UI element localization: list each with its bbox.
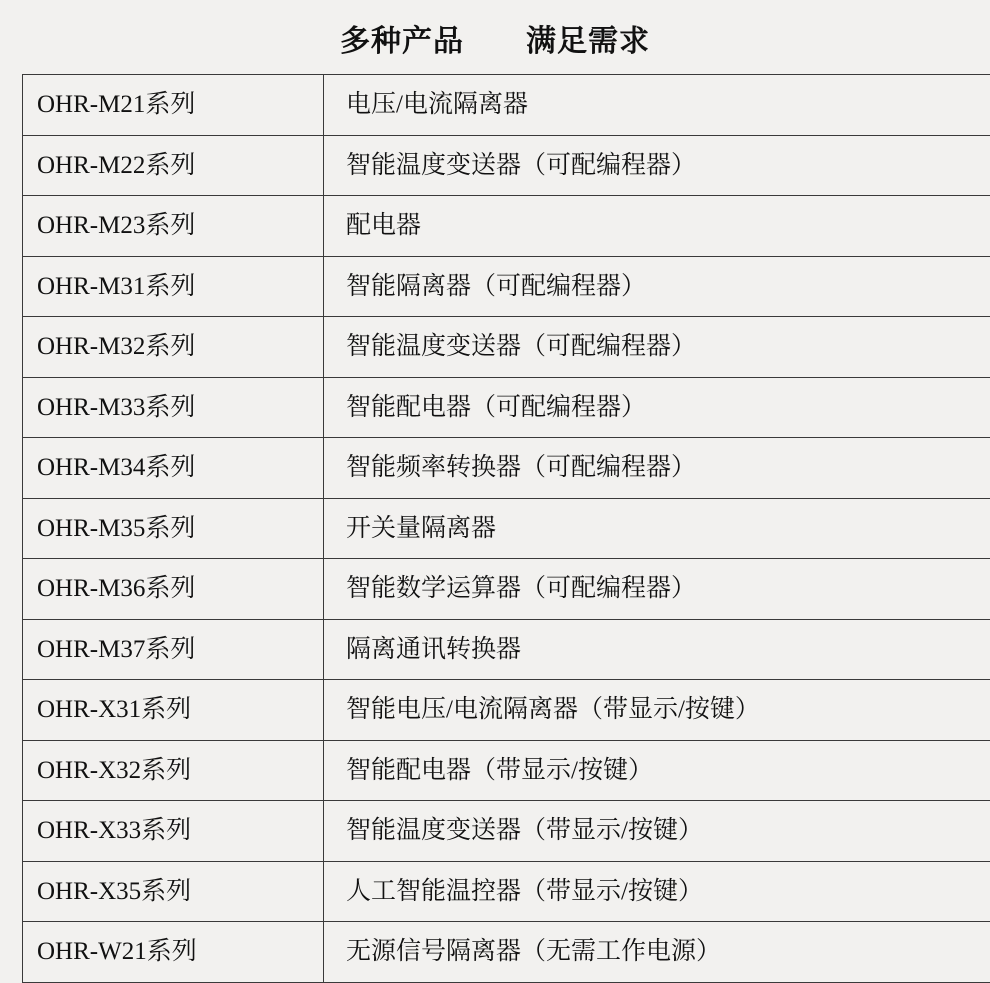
cell-description: 电压/电流隔离器 [324, 75, 990, 136]
cell-model: OHR-M34系列 [23, 438, 324, 499]
table-row [23, 196, 990, 257]
cell-model: OHR-X32系列 [23, 740, 324, 801]
cell-model: OHR-M37系列 [23, 619, 324, 680]
table-row [23, 377, 990, 438]
cell-description: 智能电压/电流隔离器（带显示/按键） [324, 680, 990, 741]
product-table-wrapper [22, 74, 968, 983]
cell-model: OHR-X35系列 [23, 861, 324, 922]
cell-description: 智能配电器（带显示/按键） [324, 740, 990, 801]
table-row [23, 740, 990, 801]
cell-description: 隔离通讯转换器 [324, 619, 990, 680]
cell-description: 智能隔离器（可配编程器） [324, 256, 990, 317]
cell-description: 配电器 [324, 196, 990, 257]
cell-description: 开关量隔离器 [324, 498, 990, 559]
cell-description: 无源信号隔离器（无需工作电源） [324, 922, 990, 983]
table-row [23, 619, 990, 680]
cell-model: OHR-M23系列 [23, 196, 324, 257]
table-row [23, 317, 990, 378]
cell-model: OHR-W21系列 [23, 922, 324, 983]
table-row [23, 801, 990, 862]
cell-model: OHR-M21系列 [23, 75, 324, 136]
product-table [22, 74, 990, 983]
table-row [23, 498, 990, 559]
cell-description: 智能频率转换器（可配编程器） [324, 438, 990, 499]
cell-description: 智能温度变送器（可配编程器） [324, 135, 990, 196]
cell-description: 智能温度变送器（带显示/按键） [324, 801, 990, 862]
cell-description: 智能温度变送器（可配编程器） [324, 317, 990, 378]
cell-model: OHR-M32系列 [23, 317, 324, 378]
cell-model: OHR-M22系列 [23, 135, 324, 196]
table-row [23, 922, 990, 983]
table-row [23, 75, 990, 136]
cell-model: OHR-X33系列 [23, 801, 324, 862]
cell-description: 智能数学运算器（可配编程器） [324, 559, 990, 620]
table-row [23, 256, 990, 317]
cell-description: 人工智能温控器（带显示/按键） [324, 861, 990, 922]
table-row [23, 861, 990, 922]
cell-model: OHR-M31系列 [23, 256, 324, 317]
cell-model: OHR-M36系列 [23, 559, 324, 620]
cell-model: OHR-X31系列 [23, 680, 324, 741]
cell-description: 智能配电器（可配编程器） [324, 377, 990, 438]
table-row [23, 559, 990, 620]
table-row [23, 680, 990, 741]
cell-model: OHR-M35系列 [23, 498, 324, 559]
cell-model: OHR-M33系列 [23, 377, 324, 438]
table-row [23, 135, 990, 196]
product-table-body [23, 75, 990, 983]
page-title: 多种产品 满足需求 [340, 25, 650, 58]
table-row [23, 438, 990, 499]
